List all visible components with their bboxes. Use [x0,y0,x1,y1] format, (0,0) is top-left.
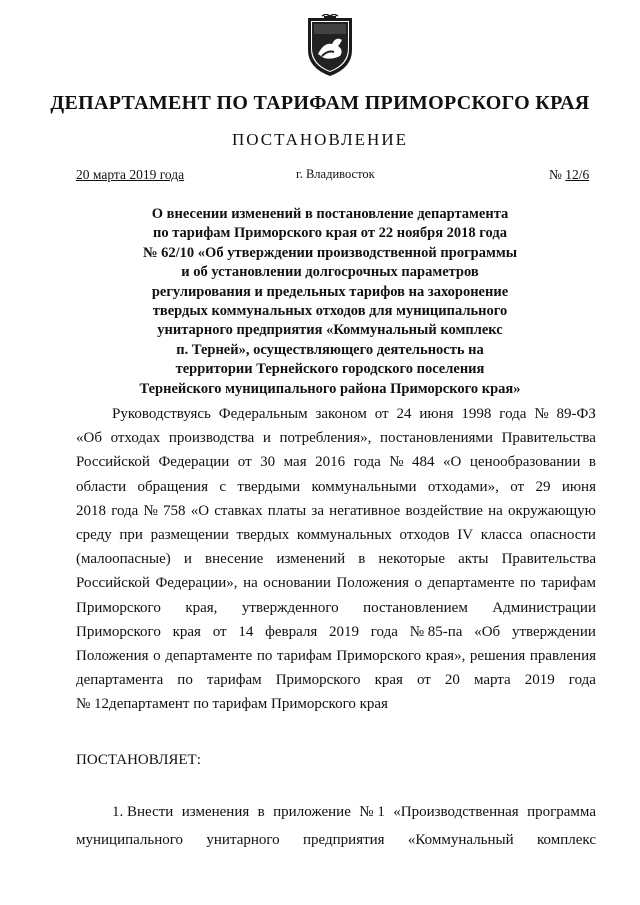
word: окружающую [508,502,596,519]
document-city: г. Владивосток [296,167,375,181]
title-line: и об установлении долгосрочных параметров [181,264,479,281]
word: тарифам [276,648,332,665]
word: 29 [535,478,551,495]
word: года [370,623,398,640]
word: Приморского [76,623,161,640]
word: 20 [444,672,460,689]
word: Приморского [76,599,161,616]
word: на [243,575,258,592]
word: № 1 [359,804,385,820]
word: решения [469,648,526,665]
word: мая [283,454,307,471]
word: IV [457,527,474,544]
word: по [177,672,193,689]
word: 89-ФЗ [556,406,596,422]
word: Правительства [501,430,596,447]
word: тарифам [541,575,596,592]
word: программа [527,804,596,820]
word: постановлениями [379,430,493,447]
coat-of-arms-icon [302,14,358,78]
word: 2018 [76,502,106,519]
text-line [76,571,596,595]
text-line [76,499,596,523]
word: коммунальными [311,478,417,495]
word: департаменте [165,648,253,665]
preamble-paragraph [76,402,596,717]
word: № [389,454,404,471]
word: на [488,502,503,519]
title-line: Тернейского муниципального района Приморского края» [139,380,521,397]
title-line: № 62/10 «Об утверждении производственной программы [142,244,518,261]
title-line: твердых коммунальных отходов для муниципального [152,303,508,320]
word: комплекс [537,832,596,848]
word: Администрации [492,599,596,616]
word: Правительства [501,551,596,568]
word: июня [561,478,596,495]
word: с [219,478,227,495]
word: производства [168,430,255,447]
word: 484 [412,454,435,471]
word: от [417,672,431,689]
word: утверждении [511,623,596,640]
word: основании [263,575,331,592]
word: Российской [76,575,150,592]
word: июня [419,406,454,422]
word: края [374,672,403,689]
word: «Производственная [393,804,519,820]
word: правления [529,648,596,665]
word: утвержденного [241,599,339,616]
word: края [172,623,201,640]
word: размещении [150,527,229,544]
text-line: № 12департамент по тарифам Приморского края [76,696,388,713]
text-line [76,547,596,571]
title-line: О внесении изменений в постановление департамента [151,206,509,222]
word: департаменте [427,575,515,592]
word: № 85-па [409,623,463,640]
word: Федерации [158,454,230,471]
word: 2019 [329,623,360,640]
word: изменения [181,804,250,820]
word: отходов [399,527,450,544]
word: Федерации», [155,575,238,592]
text-line [76,475,596,499]
word: приложение [273,804,351,820]
word: 30 [260,454,276,471]
word: Приморского [275,672,361,689]
word: платы [267,502,307,519]
word: «Об [474,623,501,640]
text-line [76,620,596,644]
word: департамента [76,672,164,689]
word: февраля [265,623,318,640]
word: в [257,804,265,820]
word: от [212,623,227,640]
word: № [534,406,549,422]
document-number-value: 12/6 [565,167,590,182]
word: законом [315,406,367,422]
word: «О [190,502,210,519]
word: Положения [76,648,149,665]
title-line: унитарного предприятия «Коммунальный комплекс [157,322,503,339]
title-line: территории Тернейского городского поселения [175,361,485,378]
word: 2016 [315,454,346,471]
word: воздействие [405,502,483,519]
text-line [76,450,596,474]
word: ставках [214,502,263,519]
word: от [510,478,525,495]
title-line: п. Терней», осуществляющего деятельность на [176,341,484,358]
word: 14 [238,623,254,640]
word: (малоопасные) [76,551,171,568]
word: года [568,672,596,689]
title-line: по тарифам Приморского края от 22 ноября 2018 года [153,225,507,242]
word: «О [443,454,462,471]
word: № [143,502,158,519]
word: от [374,406,389,422]
word: о [153,648,161,665]
document-title [60,205,600,399]
text-line [76,596,596,620]
text-line [76,426,596,450]
word: 24 [396,406,412,422]
word: акты [458,551,489,568]
word: тарифам [206,672,262,689]
word: обращения [137,478,208,495]
text-line [76,798,596,826]
document-number [549,167,589,183]
word: и [262,430,271,447]
word: потребления», [279,430,372,447]
word: по [256,648,273,665]
document-date: 20 марта 2019 года [76,167,185,182]
word: при [119,527,143,544]
word: «Об [76,430,102,447]
word: в [588,454,596,471]
document-number-prefix: № [549,167,562,182]
word: за [311,502,324,519]
text-line [76,523,596,547]
word: отходами», [427,478,499,495]
word: марта [473,672,511,689]
department-name: ДЕПАРТАМЕНТ ПО ТАРИФАМ ПРИМОРСКОГО КРАЯ [50,92,590,114]
word: ценообразовании [469,454,581,471]
word: внесение [204,551,264,568]
word: по [520,575,536,592]
document-type: ПОСТАНОВЛЕНИЕ [231,130,408,149]
word: Федеральным [218,406,308,422]
word: от [237,454,252,471]
word: Приморского [336,648,422,665]
word: Положения [336,575,409,592]
word: «Коммунальный [407,832,514,848]
word: года [353,454,381,471]
word: о [414,575,423,592]
word: 2019 [524,672,555,689]
word: твердых [236,527,290,544]
resolution-item-1 [76,798,596,854]
word: муниципального [76,832,184,848]
text-line [76,826,596,854]
resolves-heading: ПОСТАНОВЛЯЕТ: [76,752,201,768]
word: опасности [529,527,596,544]
word: 1. Внести [112,804,174,820]
word: и [183,551,192,568]
word: среду [76,527,112,544]
word: отходах [110,430,161,447]
word: унитарного [206,832,280,848]
text-line [76,668,596,692]
word: 758 [163,502,186,519]
word: года [499,406,527,422]
word: года [111,502,139,519]
text-line [76,402,596,426]
word: Российской [76,454,150,471]
word: Руководствуясь [112,406,211,422]
word: 1998 [461,406,492,422]
title-line: регулирования и предельных тарифов на захоронение [151,283,509,300]
word: некоторые [378,551,445,568]
word: твердыми [237,478,301,495]
word: предприятия [303,832,385,848]
word: класса [480,527,523,544]
word: коммунальных [296,527,392,544]
word: в [358,551,366,568]
word: области [76,478,127,495]
word: изменений [276,551,346,568]
word: края», [425,648,466,665]
word: края, [185,599,218,616]
word: негативное [329,502,401,519]
word: постановлением [363,599,468,616]
text-line [76,644,596,668]
